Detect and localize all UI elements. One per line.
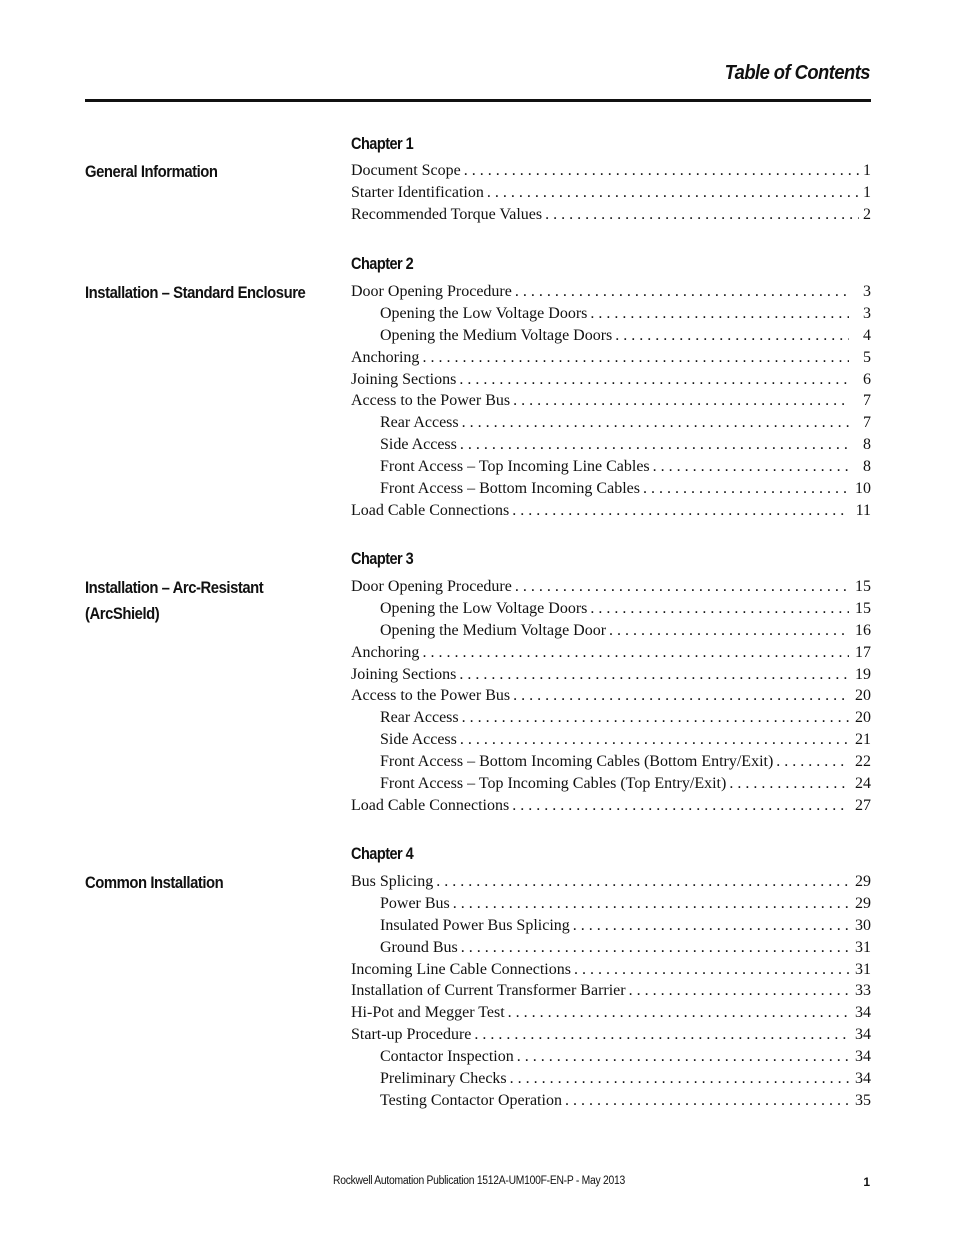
toc-entry[interactable]	[351, 895, 871, 917]
toc-entry[interactable]	[351, 1092, 871, 1114]
dot-leader	[474, 1026, 849, 1044]
dot-leader	[459, 666, 849, 684]
chapter-label: Chapter 1	[351, 135, 414, 153]
toc-entry[interactable]	[351, 687, 871, 709]
toc-entry[interactable]	[351, 917, 871, 939]
toc-entry-page: 20	[855, 687, 871, 705]
toc-entry-title: Insulated Power Bus Splicing	[380, 916, 570, 934]
header-rule	[85, 99, 871, 102]
dot-leader	[545, 206, 859, 224]
section-name: Installation – Standard Enclosure	[85, 284, 306, 302]
dot-leader	[729, 775, 849, 793]
dot-leader	[574, 961, 849, 979]
dot-leader	[590, 600, 849, 618]
toc-entry-title: Door Opening Procedure	[351, 578, 512, 595]
toc-entry-page: 16	[855, 621, 871, 639]
dot-leader	[643, 480, 849, 498]
toc-entry[interactable]	[351, 206, 871, 228]
dot-leader	[508, 1004, 849, 1022]
toc-entry-title: Access to the Power Bus	[351, 687, 511, 705]
toc-entry-page: 31	[855, 938, 871, 956]
toc-entry[interactable]	[351, 982, 871, 1004]
toc-entry-page: 4	[863, 326, 871, 344]
chapter-label: Chapter 3	[351, 550, 414, 568]
toc-entry-page: 27	[855, 796, 871, 814]
toc-entry-title: Opening the Medium Voltage Door	[380, 621, 607, 639]
toc-entry[interactable]	[351, 797, 871, 819]
toc-entry-page: 15	[855, 599, 871, 617]
toc-entry-title: Bus Splicing	[351, 873, 434, 890]
toc-entry[interactable]	[351, 622, 871, 644]
toc-entry-page: 3	[863, 304, 871, 322]
dot-leader	[460, 436, 849, 454]
toc-entry-title: Contactor Inspection	[380, 1048, 514, 1066]
dot-leader	[487, 184, 859, 202]
toc-entry-title: Door Opening Procedure	[351, 283, 512, 300]
toc-entry[interactable]	[351, 666, 871, 688]
toc-entry[interactable]	[351, 709, 871, 731]
toc-entry-page: 10	[855, 480, 871, 498]
toc-entry-title: Front Access – Top Incoming Line Cables	[380, 458, 650, 476]
dot-leader	[515, 578, 849, 596]
dot-leader	[460, 731, 849, 749]
toc-entry[interactable]	[351, 480, 871, 502]
toc-entry[interactable]	[351, 578, 871, 600]
toc-entry-title: Opening the Low Voltage Doors	[380, 599, 588, 617]
toc-entry[interactable]	[351, 371, 871, 393]
toc-entry-page: 7	[863, 414, 871, 432]
toc-entry-page: 15	[855, 578, 871, 595]
toc-entry[interactable]	[351, 162, 871, 184]
toc-entry[interactable]	[351, 961, 871, 983]
toc-entry[interactable]	[351, 349, 871, 371]
dot-leader	[459, 371, 849, 389]
toc-entry-page: 6	[863, 370, 871, 388]
toc-entry-title: Front Access – Bottom Incoming Cables	[380, 480, 640, 498]
dot-leader	[515, 283, 849, 301]
toc-entry-title: Document Scope	[351, 162, 461, 179]
toc-entry-page: 33	[855, 982, 871, 1000]
toc-entry[interactable]	[351, 184, 871, 206]
toc-entry[interactable]	[351, 1048, 871, 1070]
dot-leader	[573, 917, 849, 935]
dot-leader	[653, 458, 849, 476]
dot-leader	[461, 939, 849, 957]
toc-entry-title: Front Access – Bottom Incoming Cables (Bottom Entry/Exit)	[380, 753, 774, 771]
toc-entry-page: 29	[855, 873, 871, 890]
dot-leader	[513, 687, 849, 705]
toc-entry-page: 5	[863, 348, 871, 366]
toc-entry-title: Opening the Low Voltage Doors	[380, 304, 588, 322]
chapter-entries	[351, 578, 871, 819]
toc-entry-page: 11	[855, 501, 871, 519]
toc-entry-title: Incoming Line Cable Connections	[351, 960, 571, 978]
toc-entry-title: Joining Sections	[351, 370, 457, 388]
toc-entry[interactable]	[351, 600, 871, 622]
toc-entry-title: Rear Access	[380, 414, 459, 432]
dot-leader	[512, 797, 849, 815]
toc-entry[interactable]	[351, 644, 871, 666]
toc-entry-page: 34	[855, 1070, 871, 1088]
toc-entry[interactable]	[351, 775, 871, 797]
dot-leader	[510, 1070, 849, 1088]
toc-entry[interactable]	[351, 1004, 871, 1026]
toc-entry[interactable]	[351, 436, 871, 458]
toc-entry-title: Side Access	[380, 436, 457, 454]
toc-entry-title: Front Access – Top Incoming Cables (Top Entry/Exit)	[380, 775, 727, 793]
toc-entry[interactable]	[351, 327, 871, 349]
toc-entry-page: 24	[855, 775, 871, 793]
toc-entry-title: Starter Identification	[351, 183, 484, 201]
toc-entry[interactable]	[351, 1070, 871, 1092]
dot-leader	[590, 305, 849, 323]
dot-leader	[776, 753, 849, 771]
toc-entry-page: 30	[855, 916, 871, 934]
section-name: Installation – Arc-Resistant (ArcShield)	[85, 579, 264, 623]
dot-leader	[615, 327, 849, 345]
toc-entry-page: 34	[855, 1048, 871, 1066]
toc-entry-page: 1	[863, 162, 871, 179]
chapter-entries	[351, 873, 871, 1114]
toc-entry[interactable]	[351, 939, 871, 961]
toc-entry-page: 21	[855, 731, 871, 749]
chapter-entries	[351, 162, 871, 228]
chapter-entries	[351, 283, 871, 524]
footer-page-number: 1	[863, 1175, 870, 1189]
dot-leader	[512, 502, 849, 520]
toc-entry[interactable]	[351, 1026, 871, 1048]
toc-entry-page: 29	[855, 894, 871, 912]
toc-entry-title: Testing Contactor Operation	[380, 1091, 562, 1109]
toc-entry[interactable]	[351, 305, 871, 327]
toc-entry[interactable]	[351, 414, 871, 436]
toc-entry-title: Ground Bus	[380, 938, 458, 956]
dot-leader	[464, 162, 859, 180]
toc-entry-title: Recommended Torque Values	[351, 205, 543, 223]
toc-entry-title: Anchoring	[351, 348, 420, 366]
chapter-label: Chapter 2	[351, 255, 414, 273]
toc-entry[interactable]	[351, 458, 871, 480]
toc-entry-title: Power Bus	[380, 894, 450, 912]
toc-entry[interactable]	[351, 392, 871, 414]
toc-entry-page: 34	[855, 1004, 871, 1022]
toc-entry-title: Installation of Current Transformer Barrier	[351, 982, 626, 1000]
toc-entry-title: Start-up Procedure	[351, 1026, 472, 1044]
toc-entry-title: Load Cable Connections	[351, 501, 510, 519]
toc-entry-page: 1	[863, 183, 871, 201]
toc-entry-title: Anchoring	[351, 643, 420, 661]
toc-entry-page: 3	[863, 283, 871, 300]
toc-entry-page: 8	[863, 458, 871, 476]
toc-entry[interactable]	[351, 873, 871, 895]
dot-leader	[565, 1092, 849, 1110]
toc-entry-page: 2	[863, 205, 871, 223]
dot-leader	[422, 644, 849, 662]
toc-entry-title: Joining Sections	[351, 665, 457, 683]
chapter-label: Chapter 4	[351, 845, 414, 863]
toc-entry-title: Side Access	[380, 731, 457, 749]
dot-leader	[462, 414, 849, 432]
dot-leader	[453, 895, 849, 913]
dot-leader	[517, 1048, 849, 1066]
page-title: Table of Contents	[724, 62, 870, 84]
toc-entry[interactable]	[351, 283, 871, 305]
dot-leader	[462, 709, 849, 727]
section-name: General Information	[85, 163, 218, 181]
toc-entry[interactable]	[351, 753, 871, 775]
toc-entry-page: 22	[855, 753, 871, 771]
toc-entry-page: 7	[863, 392, 871, 410]
toc-entry-title: Rear Access	[380, 709, 459, 727]
dot-leader	[609, 622, 849, 640]
toc-entry-page: 35	[855, 1091, 871, 1109]
dot-leader	[422, 349, 849, 367]
toc-entry-title: Load Cable Connections	[351, 796, 510, 814]
toc-entry[interactable]	[351, 502, 871, 524]
toc-entry-page: 20	[855, 709, 871, 727]
toc-entry-title: Hi-Pot and Megger Test	[351, 1004, 505, 1022]
toc-entry[interactable]	[351, 731, 871, 753]
toc-entry-title: Preliminary Checks	[380, 1070, 507, 1088]
dot-leader	[436, 873, 849, 891]
toc-entry-page: 8	[863, 436, 871, 454]
toc-entry-title: Access to the Power Bus	[351, 392, 511, 410]
toc-entry-page: 19	[855, 665, 871, 683]
dot-leader	[513, 392, 849, 410]
toc-entry-title: Opening the Medium Voltage Doors	[380, 326, 613, 344]
dot-leader	[629, 982, 849, 1000]
section-name: Common Installation	[85, 874, 224, 892]
footer-publication: Rockwell Automation Publication 1512A-UM100F-EN-P - May 2013	[333, 1175, 625, 1187]
toc-entry-page: 34	[855, 1026, 871, 1044]
toc-entry-page: 17	[855, 643, 871, 661]
toc-entry-page: 31	[855, 960, 871, 978]
